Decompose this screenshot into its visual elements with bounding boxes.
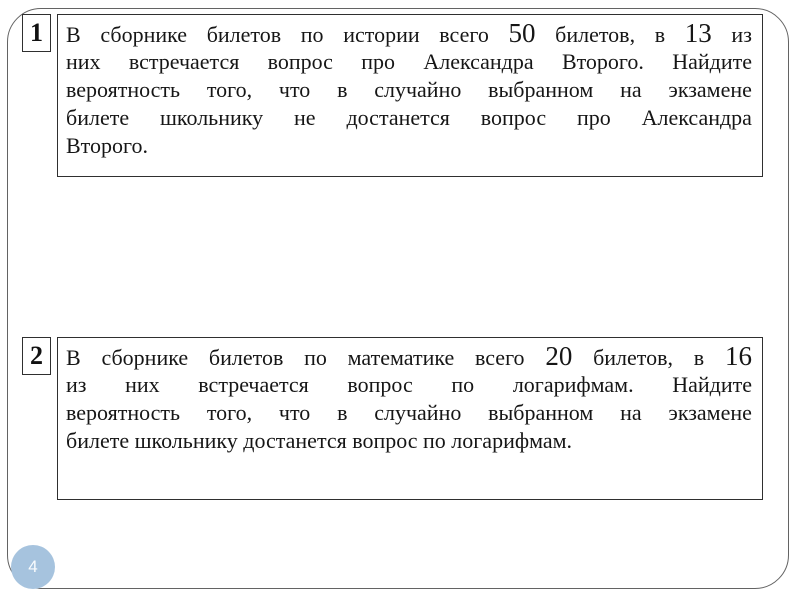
page-number: 4	[28, 557, 38, 576]
problem-1-text-box	[57, 14, 763, 177]
problem-text-line: билете школьнику не достанется вопрос про Александра	[66, 105, 752, 130]
problem-1-number: 1	[30, 18, 43, 47]
problem-text-line: них встречается вопрос про Александра Второго. Найдите	[66, 49, 752, 74]
problem-text-line: вероятность того, что в случайно выбранном на экзамене	[66, 400, 752, 425]
page-number-badge	[11, 545, 55, 589]
problem-2-text-box	[57, 337, 763, 500]
problem-2-number-box	[22, 337, 51, 375]
problem-1-number-box	[22, 14, 51, 52]
problem-2-number: 2	[30, 341, 43, 370]
problem-text-line: вероятность того, что в случайно выбранном на экзамене	[66, 77, 752, 102]
problem-text-line: В сборнике билетов по истории всего 50 билетов, в 13 из	[66, 18, 752, 48]
problem-text-line: Второго.	[66, 133, 148, 158]
problem-text-line: билете школьнику достанется вопрос по логарифмам.	[66, 428, 573, 453]
problem-text-line: из них встречается вопрос по логарифмам. Найдите	[66, 372, 752, 397]
problem-text-line: В сборнике билетов по математике всего 20 билетов, в 16	[66, 341, 752, 371]
